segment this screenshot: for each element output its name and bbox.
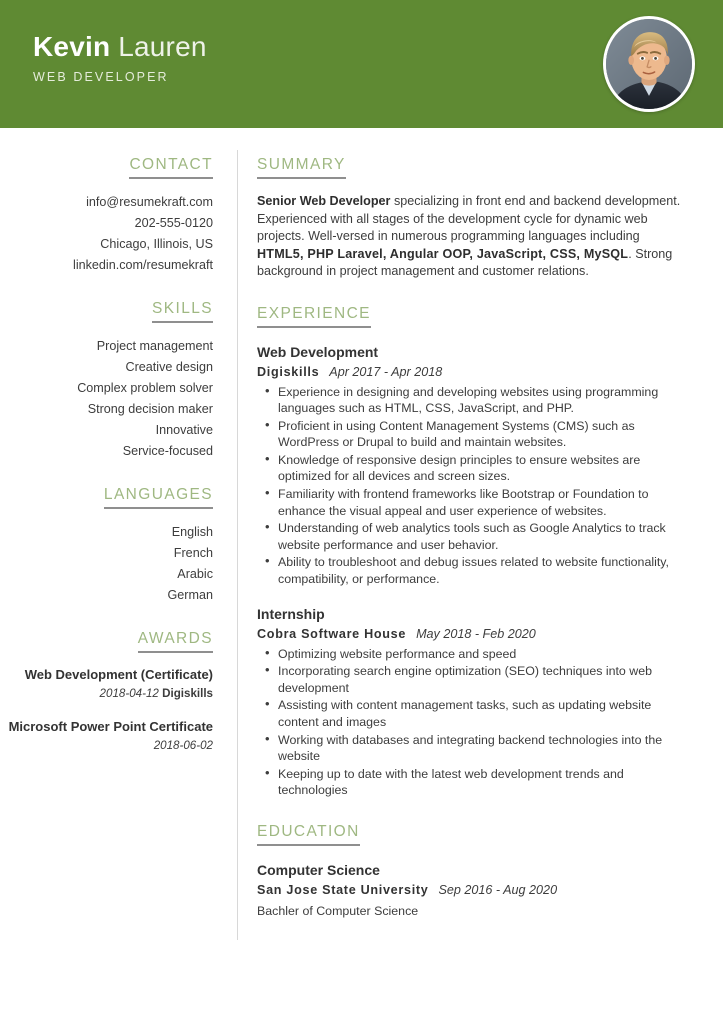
list-item: Innovative <box>155 423 213 437</box>
job-title: WEB DEVELOPER <box>33 70 169 84</box>
contact-location: Chicago, Illinois, US <box>100 237 213 251</box>
section-heading-skills: SKILLS <box>152 300 213 323</box>
experience-subline <box>257 625 687 643</box>
list-item: English <box>171 525 213 539</box>
page-title <box>33 30 207 64</box>
experience-dates: Apr 2017 - Apr 2018 <box>329 364 443 379</box>
experience-entry <box>257 604 687 799</box>
experience-dates: May 2018 - Feb 2020 <box>416 626 536 641</box>
summary-part2: . Strong background in project management and customer relations. <box>257 246 673 278</box>
main-column <box>257 128 687 944</box>
experience-title: Web Development <box>257 343 379 360</box>
summary-part1: specializing in front end and backend development. Experienced with all stages of the development cycle for dynamic web projects. Well-versed in numerous programming languages including <box>257 194 681 243</box>
section-heading-experience: EXPERIENCE <box>257 305 371 328</box>
contact-email[interactable]: info@resumekraft.com <box>86 195 213 209</box>
education-dates: Sep 2016 - Aug 2020 <box>438 882 558 897</box>
experience-bullets <box>257 646 687 799</box>
section-awards <box>0 630 213 755</box>
section-heading-education: EDUCATION <box>257 823 360 846</box>
list-item: Arabic <box>177 567 213 581</box>
list-item: • Working with databases and integrating backend technologies into the website <box>278 732 687 765</box>
list-item: Service-focused <box>122 444 213 458</box>
section-summary <box>257 156 687 281</box>
resume-body <box>0 128 723 1024</box>
section-heading-contact: CONTACT <box>129 156 213 179</box>
first-name: Kevin <box>33 31 111 62</box>
education-org: San Jose State University <box>257 882 429 897</box>
list-item: Strong decision maker <box>87 402 213 416</box>
education-detail: Bachler of Computer Science <box>257 903 419 918</box>
list-item: • Optimizing website performance and speed <box>278 646 687 663</box>
list-item: • Incorporating search engine optimization (SEO) techniques into web development <box>278 663 687 696</box>
award-date: 2018-04-12 <box>99 687 159 700</box>
list-item: • Experience in designing and developing websites using programming languages such as HTML, CSS, JavaScript, and PHP. <box>278 384 687 417</box>
award-item <box>0 718 213 755</box>
list-item: Creative design <box>125 360 213 374</box>
experience-bullets <box>257 384 687 588</box>
section-experience <box>257 305 687 799</box>
experience-subline <box>257 363 687 381</box>
header-name-block <box>33 30 207 84</box>
award-meta <box>0 737 213 755</box>
section-education <box>257 823 687 920</box>
list-item: • Knowledge of responsive design principles to ensure websites are optimized for all devices and screen sizes. <box>278 452 687 485</box>
summary-tech-list: HTML5, PHP Laravel, Angular OOP, JavaScript, CSS, MySQL <box>257 246 629 261</box>
education-subline <box>257 881 687 899</box>
section-heading-awards: AWARDS <box>138 630 213 653</box>
last-name: Lauren <box>118 31 207 62</box>
list-item: • Familiarity with frontend frameworks like Bootstrap or Foundation to enhance the visual appeal and user experience of websites. <box>278 486 687 519</box>
column-divider <box>237 150 238 940</box>
contact-linkedin[interactable]: linkedin.com/resumekraft <box>73 258 213 272</box>
section-skills <box>0 300 213 462</box>
section-languages <box>0 486 213 606</box>
list-item: • Assisting with content management tasks, such as updating website content and images <box>278 697 687 730</box>
experience-org: Cobra Software House <box>257 626 407 641</box>
summary-lead: Senior Web Developer <box>257 194 391 208</box>
experience-org: Digiskills <box>257 364 320 379</box>
resume-header <box>0 0 723 128</box>
avatar <box>603 16 695 112</box>
award-title: Web Development (Certificate) <box>24 667 213 682</box>
experience-entry <box>257 342 687 588</box>
section-contact <box>0 156 213 276</box>
list-item: French <box>173 546 213 560</box>
award-title: Microsoft Power Point Certificate <box>8 719 213 734</box>
list-item: • Proficient in using Content Management Systems (CMS) such as WordPress or Drupal to build and maintain websites. <box>278 418 687 451</box>
summary-text <box>257 193 687 281</box>
award-item <box>0 666 213 703</box>
list-item: • Ability to troubleshoot and debug issues related to website functionality, compatibility, or performance. <box>278 554 687 587</box>
list-item: German <box>167 588 213 602</box>
list-item: Project management <box>96 339 213 353</box>
list-item: • Keeping up to date with the latest web development trends and technologies <box>278 766 687 799</box>
education-entry <box>257 860 687 920</box>
section-heading-summary: SUMMARY <box>257 156 346 179</box>
education-title: Computer Science <box>257 861 380 878</box>
section-heading-languages: LANGUAGES <box>104 486 213 509</box>
award-meta <box>0 685 213 703</box>
portrait-photo-icon <box>606 19 692 109</box>
award-org: Digiskills <box>162 687 213 700</box>
contact-phone[interactable]: 202-555-0120 <box>134 216 213 230</box>
sidebar-column <box>0 128 213 779</box>
award-date: 2018-06-02 <box>153 739 213 752</box>
experience-title: Internship <box>257 605 325 622</box>
list-item: • Understanding of web analytics tools such as Google Analytics to track website performance and user behavior. <box>278 520 687 553</box>
list-item: Complex problem solver <box>77 381 213 395</box>
portrait-illustration <box>606 19 692 109</box>
